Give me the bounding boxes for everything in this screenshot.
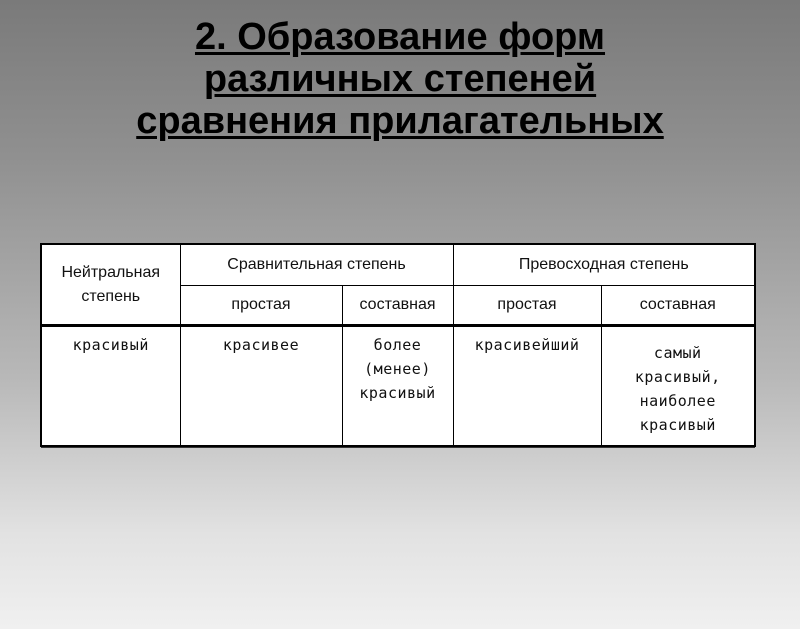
title-line-1: 2. Образование форм	[194, 16, 606, 58]
comparative-compound-header: составная	[342, 286, 453, 326]
superlative-simple-header: простая	[453, 286, 601, 326]
superlative-compound-header: составная	[601, 286, 755, 326]
title-line-3: сравнения прилагательных	[136, 100, 664, 142]
superlative-degree-header: Превосходная степень	[453, 244, 755, 286]
comparative-compound-cell: более (менее) красивый	[342, 326, 453, 447]
neutral-cell: красивый	[41, 326, 180, 447]
superlative-simple-cell: красивейший	[453, 326, 601, 447]
comparative-simple-cell: красивее	[180, 326, 342, 447]
comparative-degree-header: Сравнительная степень	[180, 244, 453, 286]
comparison-degrees-table	[40, 243, 756, 447]
title-line-2: различных степеней	[203, 58, 597, 100]
table-header-row-1	[41, 244, 755, 286]
superlative-compound-cell: самый красивый, наиболее красивый	[601, 326, 755, 447]
neutral-degree-header: Нейтральная степень	[41, 244, 180, 326]
comparative-simple-header: простая	[180, 286, 342, 326]
slide-title	[0, 16, 800, 142]
comparison-table-container	[40, 243, 754, 447]
table-row	[41, 326, 755, 447]
